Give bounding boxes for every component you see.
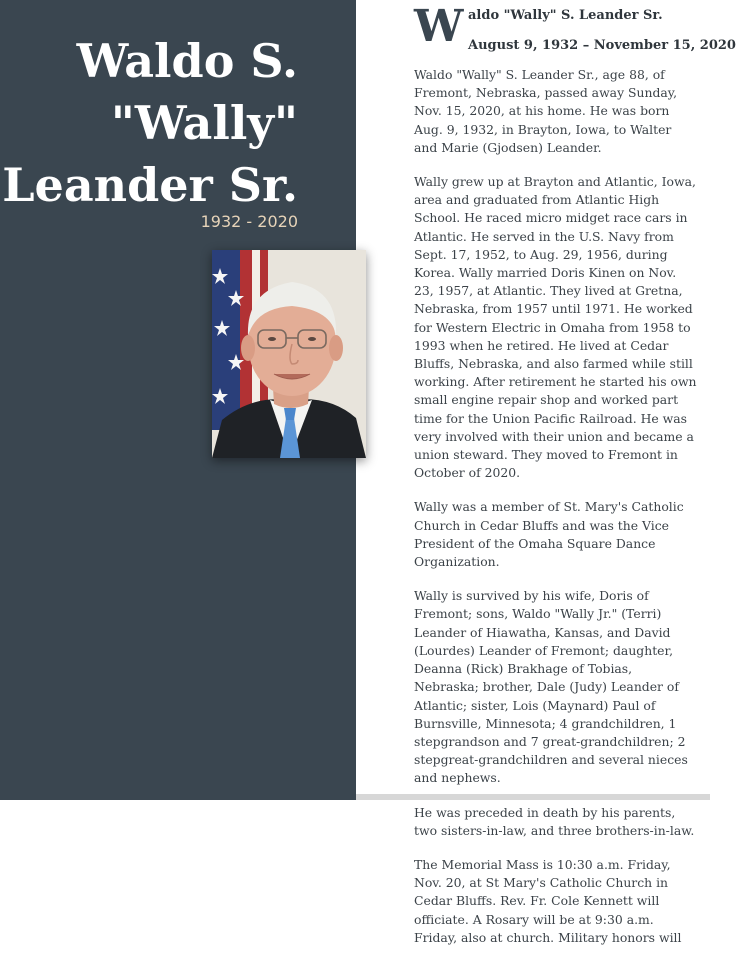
paragraph: Wally was a member of St. Mary's Catholic Church in Cedar Bluffs and was the Vice President of the Omaha Square Dance Organization.	[414, 499, 684, 570]
obituary-content	[376, 0, 736, 945]
name-line-2: "Wally"	[110, 96, 298, 150]
obituary-dates: August 9, 1932 – November 15, 2020	[468, 38, 736, 53]
horizontal-scrollbar[interactable]	[356, 794, 710, 800]
portrait-illustration	[212, 250, 366, 458]
name-line-3: Leander Sr.	[2, 158, 298, 212]
portrait-photo	[212, 250, 366, 458]
obituary-body	[414, 66, 698, 963]
paragraph: The Memorial Mass is 10:30 a.m. Friday, Nov. 20, at St Mary's Catholic Church in Cedar Bluffs. Rev. Fr. Cole Kennett will officiate. A Rosary will be at 9:30 a.m. Friday, also at church. Military honors will	[414, 856, 682, 945]
paragraph: He was preceded in death by his parents, two sisters-in-law, and three brothers-in-law.	[414, 804, 695, 838]
paragraph: Wally grew up at Brayton and Atlantic, Iowa, area and graduated from Atlantic High School. He raced micro midget race cars in Atlantic. He served in the U.S. Navy from Sept. 17, 1952, to Aug. 29, 1956, during Korea. Wally married Doris Kinen on Nov. 23, 1957, at Atlantic. They lived at Gretna, Nebraska, from 1957 until 1971. He worked for Western Electric in Omaha from 1958 to 1993 when he retired. He lived at Cedar Bluffs, Nebraska, and also farmed while still working. After retirement he started his own small engine repair shop and worked part time for the Union Pacific Railroad. He was very involved with their union and became a union steward. They moved to Fremont in October of 2020.	[414, 174, 697, 481]
paragraph: Wally is survived by his wife, Doris of Fremont; sons, Waldo "Wally Jr." (Terri) Leander of Hiawatha, Kansas, and David (Lourdes) Leander of Fremont; daughter, Deanna (Rick) Brakhage of Tobias, Nebraska; brother, Dale (Judy) Leander of Atlantic; sister, Lois (Maynard) Paul of Burnsville, Minnesota; 4 grandchildren, 1 stepgrandson and 7 great-grandchildren; 2 stepgreat-grandchildren and several nieces and nephews.	[414, 588, 688, 786]
paragraph: Waldo "Wally" S. Leander Sr., age 88, of Fremont, Nebraska, passed away Sunday, Nov. 15, 2020, at his home. He was born Aug. 9, 1932, in Brayton, Iowa, to Walter and Marie (Gjodsen) Leander.	[414, 67, 678, 155]
name-line-1: Waldo S.	[76, 34, 298, 88]
deceased-name	[0, 30, 298, 216]
dropcap-letter: W	[414, 1, 464, 52]
obituary-name: aldo "Wally" S. Leander Sr.	[468, 8, 663, 23]
obituary-header	[376, 0, 736, 66]
life-years: 1932 - 2020	[200, 212, 298, 231]
